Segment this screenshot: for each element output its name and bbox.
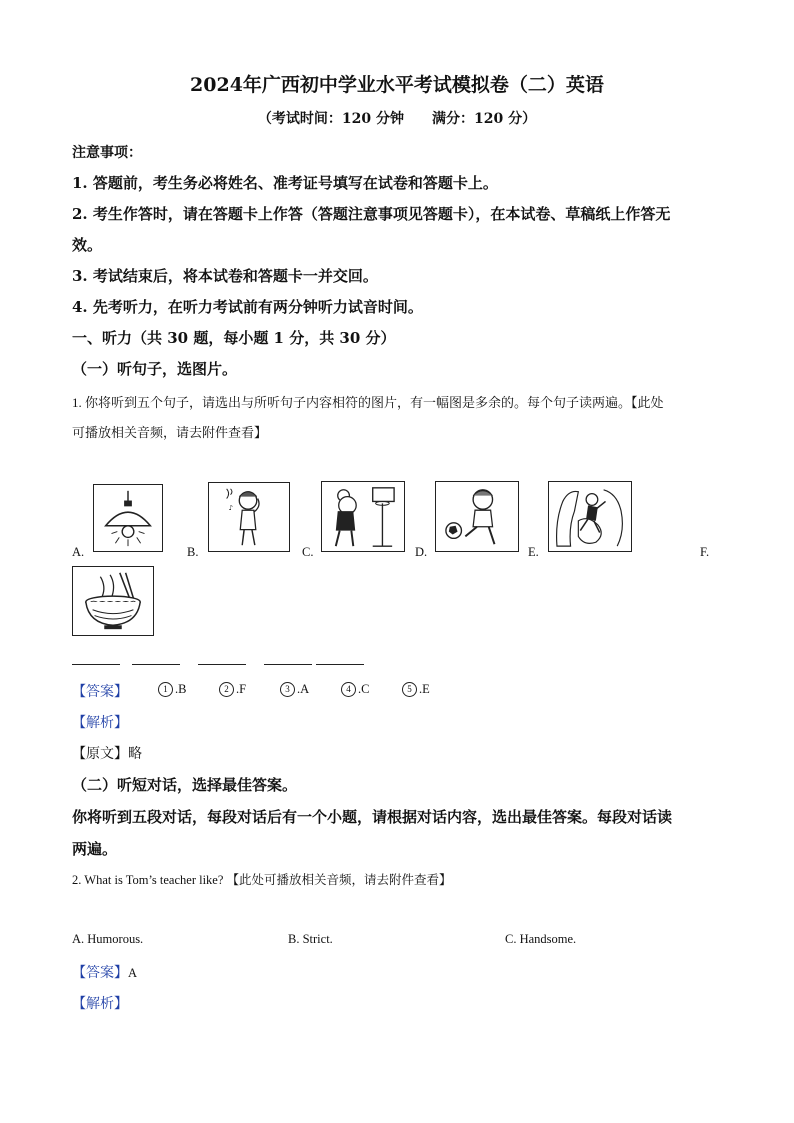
notes-heading: 注意事项： [72,145,142,161]
basketball-player-icon [321,481,405,552]
answer-value: .A [297,682,310,696]
answer-blank[interactable] [316,664,364,665]
part-instruction: 你将听到五段对话，每段对话后有一个小题，请根据对话内容，选出最佳答案。每段对话读 [72,808,673,826]
girl-listening-icon [208,482,290,552]
answer-blank[interactable] [198,664,246,665]
question-1-text: 可播放相关音频，请去附件查看】 [72,425,268,440]
answer-item [158,682,186,697]
boy-kicking-ball-icon [435,481,519,552]
part-title: （二）听短对话，选择最佳答案。 [72,776,298,794]
question-1-text: 1. 你将听到五个句子，请选出与所听句子内容相符的图片，有一幅图是多余的。每个句子读两遍。【此处 [72,395,664,410]
part-instruction: 两遍。 [72,840,118,858]
answer-blank[interactable] [132,664,180,665]
lamp-icon [93,484,163,552]
answer-item [402,682,430,697]
answer-value: .F [236,682,247,696]
original-content: 略 [128,746,142,762]
answer-value: .C [358,682,370,696]
option-letter: B. [187,545,199,559]
option-letter: C. [302,545,314,559]
option-b: B. Strict. [288,932,333,946]
answer-number: 5 [402,682,417,697]
part-title: （一）听句子，选图片。 [72,360,238,378]
analysis-tag: 【解析】 [72,715,128,731]
option-a: A. Humorous. [72,932,144,946]
section-title: 一、听力（共 30 题，每小题 1 分，共 30 分） [72,329,396,347]
original-tag: 【原文】 [72,746,128,762]
answer-value: .E [419,682,430,696]
page-title: 2024年广西初中学业水平考试模拟卷（二）英语 [190,74,604,96]
answer-blank[interactable] [72,664,120,665]
answer-item [219,682,246,697]
answer-blank[interactable] [264,664,312,665]
analysis-tag: 【解析】 [72,996,128,1012]
note-item: 效。 [72,236,103,254]
note-item: 3. 考试结束后，将本试卷和答题卡一并交回。 [72,267,378,285]
answer-item [341,682,369,697]
answer-line [72,962,137,982]
original-text [72,743,142,763]
answer-number: 3 [280,682,295,697]
answer-number: 1 [158,682,173,697]
svg-text:♪: ♪ [228,504,233,513]
answer-number: 4 [341,682,356,697]
note-item: 2. 考生作答时，请在答题卡上作答（答题注意事项见答题卡），在本试卷、草稿纸上作答无 [72,205,671,223]
option-letter: A. [72,545,85,559]
rock-climber-icon [548,481,632,552]
exam-info: （考试时间：120 分钟 满分：120 分） [257,111,537,127]
note-item: 1. 答题前，考生务必将姓名、准考证号填写在试卷和答题卡上。 [72,174,498,192]
answer-tag: 【答案】 [72,684,128,700]
answer-item [280,682,309,697]
answer-number: 2 [219,682,234,697]
option-c: C. Handsome. [505,932,577,946]
noodle-bowl-icon [72,566,154,636]
option-letter: D. [415,545,428,559]
answer-value: .B [175,682,187,696]
answer-value: A [128,966,138,980]
note-item: 4. 先考听力，在听力考试前有两分钟听力试音时间。 [72,298,423,316]
question-2-text: 2. What is Tom’s teacher like? 【此处可播放相关音频，请去附件查看】 [72,873,452,887]
option-letter: F. [700,545,710,559]
option-letter: E. [528,545,539,559]
answer-tag: 【答案】 [72,965,128,981]
